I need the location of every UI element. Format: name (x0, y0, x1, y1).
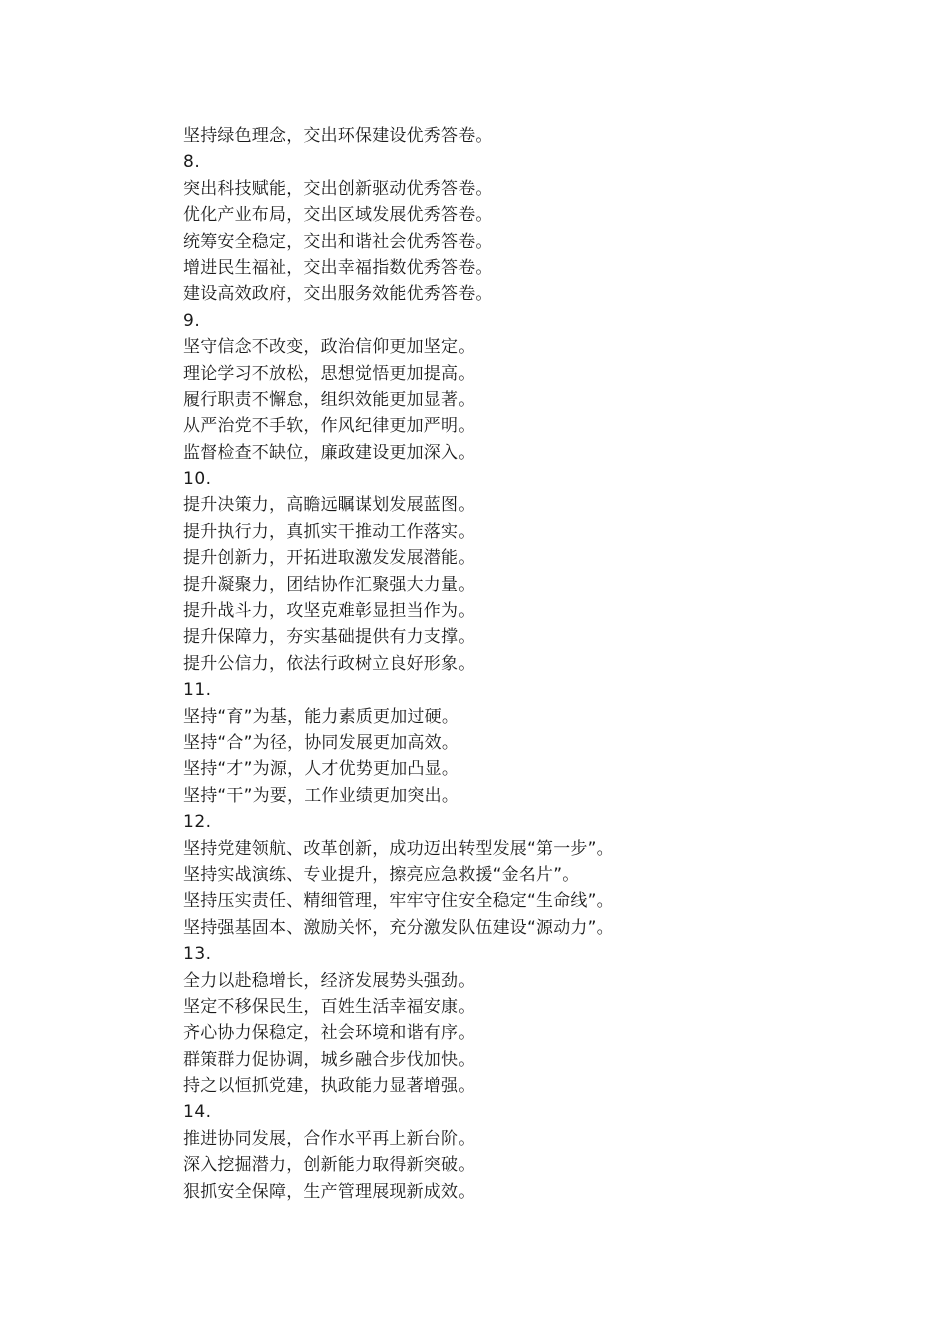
section-number: 11. (183, 680, 212, 701)
text-line: 深入挖掘潜力，创新能力取得新突破。 (183, 1155, 476, 1176)
text-line: 坚持绿色理念，交出环保建设优秀答卷。 (183, 126, 493, 146)
text-line: 增进民生福祉，交出幸福指数优秀答卷。 (183, 257, 493, 278)
text-line: 监督检查不缺位，廉政建设更加深入。 (183, 442, 476, 463)
text-line: 狠抓安全保障，生产管理展现新成效。 (183, 1181, 476, 1202)
section-number: 12. (183, 812, 212, 833)
text-line: 坚持党建领航、改革创新，成功迈出转型发展“第一步”。 (183, 838, 614, 859)
text-line: 突出科技赋能，交出创新驱动优秀答卷。 (183, 178, 493, 199)
text-line: 推进协同发展，合作水平再上新台阶。 (183, 1128, 476, 1149)
text-line: 坚守信念不改变，政治信仰更加坚定。 (183, 337, 476, 358)
text-line: 群策群力促协调，城乡融合步伐加快。 (183, 1049, 476, 1070)
text-line: 理论学习不放松，思想觉悟更加提高。 (183, 363, 476, 384)
text-line: 持之以恒抓党建，执政能力显著增强。 (183, 1076, 476, 1097)
text-line: 齐心协力保稳定，社会环境和谐有序。 (183, 1023, 476, 1044)
text-line: 优化产业布局，交出区域发展优秀答卷。 (183, 205, 493, 226)
text-line: 提升凝聚力，团结协作汇聚强大力量。 (183, 574, 476, 595)
section-number: 10. (183, 469, 212, 490)
text-line: 坚持“合”为径，协同发展更加高效。 (183, 732, 460, 753)
text-line: 全力以赴稳增长，经济发展势头强劲。 (183, 970, 476, 991)
text-line: 提升创新力，开拓进取激发发展潜能。 (183, 548, 476, 569)
section-number: 14. (183, 1102, 212, 1123)
text-line: 提升执行力，真抓实干推动工作落实。 (183, 521, 476, 542)
text-line: 提升决策力，高瞻远瞩谋划发展蓝图。 (183, 495, 476, 516)
text-line: 从严治党不手软，作风纪律更加严明。 (183, 416, 476, 437)
document-body (183, 123, 923, 1205)
text-line: 坚定不移保民生，百姓生活幸福安康。 (183, 996, 476, 1017)
section-number: 9. (183, 310, 201, 331)
text-line: 坚持“才”为源，人才优势更加凸显。 (183, 759, 460, 780)
text-line: 履行职责不懈怠，组织效能更加显著。 (183, 389, 476, 410)
text-line: 建设高效政府，交出服务效能优秀答卷。 (183, 284, 493, 305)
text-line: 坚持“育”为基，能力素质更加过硬。 (183, 706, 460, 727)
section-number: 8. (183, 152, 201, 173)
text-line: 提升保障力，夯实基础提供有力支撑。 (183, 627, 476, 648)
text-line: 提升战斗力，攻坚克难彰显担当作为。 (183, 601, 476, 622)
text-line: 坚持强基固本、激励关怀，充分激发队伍建设“源动力”。 (183, 917, 614, 938)
text-line: 坚持“干”为要，工作业绩更加突出。 (183, 785, 460, 806)
text-line: 坚持实战演练、专业提升，擦亮应急救援“金名片”。 (183, 864, 580, 885)
section-number: 13. (183, 944, 212, 965)
text-line: 提升公信力，依法行政树立良好形象。 (183, 653, 476, 674)
text-line: 坚持压实责任、精细管理，牢牢守住安全稳定“生命线”。 (183, 891, 614, 912)
text-line: 统筹安全稳定，交出和谐社会优秀答卷。 (183, 231, 493, 252)
